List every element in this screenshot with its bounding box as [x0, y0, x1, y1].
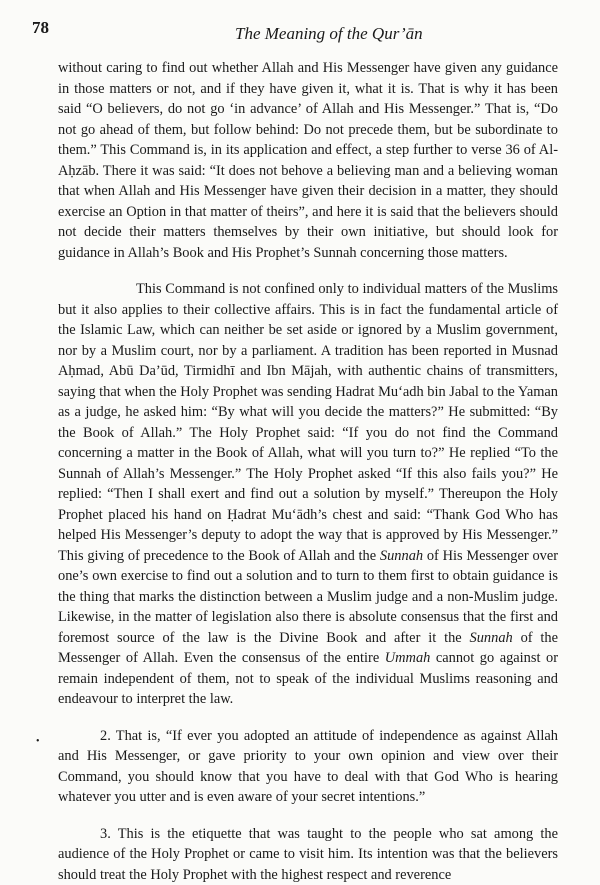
commentary-note	[58, 824, 558, 885]
page-number: 78	[32, 18, 49, 38]
text-run: cannot go against or remain independent of them, not to speak of the individual Muslims reasoning and endeavour to interpret the law.	[58, 650, 558, 707]
page-header	[0, 8, 600, 40]
italic-term: Ummah	[385, 650, 431, 666]
running-title: The Meaning of the Qur’ān	[235, 24, 423, 44]
text-run: without caring to find out whether Allah and His Messenger have given any guidance in those matters or not, and if they have given it, what it is. That is why it has been said “O believers, do not go ‘in advance’ of Allah and His Messenger.” That is, “Do not go ahead of them, but follow behind: Do not precede them, but be subordinate to them.” This Command is, in its application and effect, a step further to verse 36 of Al-Aḥzāb. There it was said: “It does not behove a believing man and a believing woman that when Allah and His Messenger have given their decision in a matter, they should exercise an Option in that matter of theirs”, and here it is said that the believers should not decide their matters themselves by their own initiative, but should look for guidance in Allah’s Book and His Prophet’s Sunnah concerning those matters.	[58, 60, 558, 261]
text-run: 3. This is the etiquette that was taught to the people who sat among the audience of the Holy Prophet or came to visit him. Its intention was that the believers should treat the Holy Prophet with the highest respect and reverence	[58, 826, 558, 883]
body-paragraph	[58, 279, 558, 710]
text-run: of His Messenger over one’s own exercise to find out a solution and to turn to them first to obtain guidance is the thing that marks the distinction between a Muslim judge and a non-Muslim judge. Likewise, in the matter of legislation also there is absolute consensus that the first and foremost source of the law is the Divine Book and after it the	[58, 548, 558, 646]
continued-paragraph	[58, 58, 558, 263]
bullet-mark: •	[36, 732, 40, 753]
text-run: This Command is not confined only to individual matters of the Muslims but it also applies to their collective affairs. This is in fact the fundamental article of the Islamic Law, which can neither be set aside or ignored by a Muslim government, nor by a Muslim court, nor by a parliament. A tradition has been reported in Musnad Aḥmad, Abū Da’ūd, Tirmidhī and Ibn Mājah, with authentic chains of transmitters, saying that when the Holy Prophet was sending Hadrat Mu‘adh bin Jabal to the Yaman as a judge, he asked him: “By what will you decide the matters?” He submitted: “By the Book of Allah.” The Holy Prophet said: “If you do not find the Command concerning a matter in the Book of Allah, what will you turn to?” He replied “To the Sunnah of Allah’s Messenger.” The Holy Prophet asked “If this also fails you?” He replied: “Then I shall exert and find out a solution by myself.” Thereupon the Holy Prophet placed his hand on Ḥadrat Mu‘ādh’s chest and said: “Thank God Who has helped His Messenger’s deputy to adopt the way that is approved by His Messenger.” This giving of precedence to the Book of Allah and the	[58, 281, 558, 564]
text-run: 2. That is, “If ever you adopted an attitude of independence as against Allah and His Messenger, or gave priority to your own opinion and view over their Command, you should know that you have to deal with that God Who is hearing whatever you utter and is even aware of your secret intentions.”	[58, 728, 558, 806]
italic-term: Sunnah	[470, 630, 513, 646]
body-text	[58, 58, 558, 885]
italic-term: Sunnah	[380, 548, 423, 564]
text-run: of the Messenger of Allah. Even the consensus of the entire	[58, 630, 558, 667]
commentary-note	[58, 726, 558, 808]
